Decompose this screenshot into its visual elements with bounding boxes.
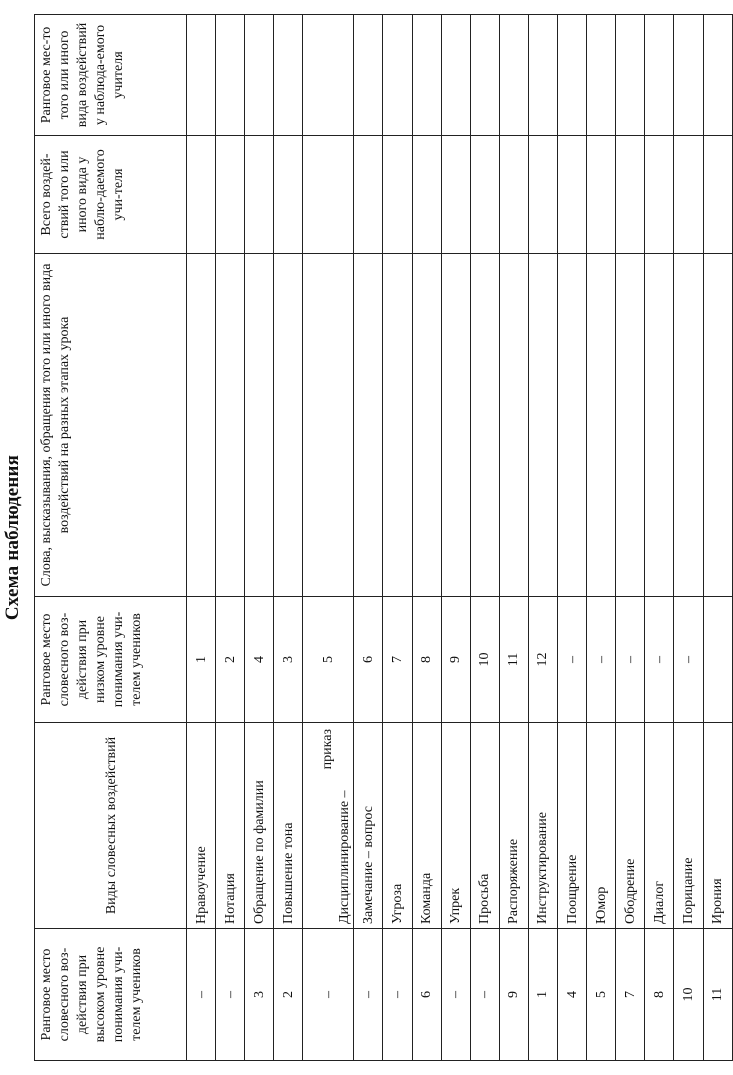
influence-type-cell bbox=[558, 723, 587, 929]
header-influence-type: Виды словесных воздействий bbox=[35, 723, 187, 929]
header-teacher-rank: Ранговое мес-то того или иного вида воздействий у наблюда-емого учителя bbox=[35, 15, 187, 136]
influence-type-label: Поощрение bbox=[564, 854, 580, 924]
utterances-cell bbox=[354, 254, 383, 597]
table-row bbox=[412, 15, 441, 1061]
influence-type-label: Просьба bbox=[477, 873, 493, 924]
influence-type-label: Повышение тона bbox=[280, 822, 296, 924]
influence-type-cell bbox=[187, 723, 216, 929]
influence-type-cell bbox=[528, 723, 557, 929]
influence-type-cell bbox=[470, 723, 499, 929]
total-cell bbox=[645, 136, 674, 254]
influence-type-cell bbox=[354, 723, 383, 929]
table-row bbox=[674, 15, 703, 1061]
observation-table bbox=[34, 14, 733, 1061]
high-rank-cell: – bbox=[383, 929, 412, 1061]
high-rank-cell: 3 bbox=[245, 929, 274, 1061]
teacher-rank-cell bbox=[245, 15, 274, 136]
utterances-cell bbox=[441, 254, 470, 597]
low-rank-cell: – bbox=[645, 597, 674, 723]
utterances-cell bbox=[303, 254, 354, 597]
teacher-rank-cell bbox=[383, 15, 412, 136]
high-rank-cell: 7 bbox=[616, 929, 645, 1061]
influence-type-cell bbox=[587, 723, 616, 929]
low-rank-cell: 6 bbox=[354, 597, 383, 723]
teacher-rank-cell bbox=[303, 15, 354, 136]
table-row bbox=[383, 15, 412, 1061]
influence-type-label: Диалог bbox=[651, 880, 667, 924]
high-rank-cell: 6 bbox=[412, 929, 441, 1061]
teacher-rank-cell bbox=[187, 15, 216, 136]
teacher-rank-cell bbox=[587, 15, 616, 136]
low-rank-cell: – bbox=[616, 597, 645, 723]
teacher-rank-cell bbox=[274, 15, 303, 136]
total-cell bbox=[587, 136, 616, 254]
header-low-rank: Ранговое место словесного воз-действия при низком уровне понимания учи-телем учеников bbox=[35, 597, 187, 723]
utterances-cell bbox=[703, 254, 732, 597]
low-rank-cell bbox=[703, 597, 732, 723]
influence-type-cell bbox=[441, 723, 470, 929]
utterances-cell bbox=[558, 254, 587, 597]
influence-type-label: Дисциплинирование – bbox=[337, 790, 353, 924]
high-rank-cell: 1 bbox=[528, 929, 557, 1061]
total-cell bbox=[470, 136, 499, 254]
high-rank-cell: – bbox=[354, 929, 383, 1061]
high-rank-cell: 4 bbox=[558, 929, 587, 1061]
table-row bbox=[528, 15, 557, 1061]
table-row bbox=[245, 15, 274, 1061]
influence-type-continuation: приказ bbox=[320, 729, 336, 770]
influence-type-cell bbox=[216, 723, 245, 929]
high-rank-cell: – bbox=[216, 929, 245, 1061]
low-rank-cell: 1 bbox=[187, 597, 216, 723]
high-rank-cell: – bbox=[187, 929, 216, 1061]
total-cell bbox=[274, 136, 303, 254]
total-cell bbox=[383, 136, 412, 254]
high-rank-cell: – bbox=[303, 929, 354, 1061]
utterances-cell bbox=[645, 254, 674, 597]
header-high-rank: Ранговое место словесного воз-действия при высоком уровне понимания учи-телем учеников bbox=[35, 929, 187, 1061]
low-rank-cell: 10 bbox=[470, 597, 499, 723]
utterances-cell bbox=[470, 254, 499, 597]
total-cell bbox=[412, 136, 441, 254]
teacher-rank-cell bbox=[703, 15, 732, 136]
total-cell bbox=[354, 136, 383, 254]
total-cell bbox=[703, 136, 732, 254]
header-utterances: Слова, высказывания, обращения того или иного вида воздействий на разных этапах урока bbox=[35, 254, 187, 597]
low-rank-cell: 3 bbox=[274, 597, 303, 723]
table-body bbox=[187, 15, 733, 1061]
low-rank-cell: 12 bbox=[528, 597, 557, 723]
total-cell bbox=[441, 136, 470, 254]
utterances-cell bbox=[587, 254, 616, 597]
influence-type-label: Упрек bbox=[448, 887, 464, 924]
influence-type-label: Нотация bbox=[222, 873, 238, 924]
low-rank-cell: – bbox=[674, 597, 703, 723]
low-rank-cell: – bbox=[587, 597, 616, 723]
total-cell bbox=[674, 136, 703, 254]
total-cell bbox=[499, 136, 528, 254]
total-cell bbox=[558, 136, 587, 254]
utterances-cell bbox=[674, 254, 703, 597]
table-row bbox=[499, 15, 528, 1061]
influence-type-label: Ободрение bbox=[622, 858, 638, 924]
influence-type-cell bbox=[499, 723, 528, 929]
influence-type-cell bbox=[383, 723, 412, 929]
teacher-rank-cell bbox=[412, 15, 441, 136]
table-row bbox=[470, 15, 499, 1061]
utterances-cell bbox=[616, 254, 645, 597]
influence-type-label: Юмор bbox=[593, 886, 609, 924]
influence-type-cell bbox=[303, 723, 354, 929]
total-cell bbox=[616, 136, 645, 254]
total-cell bbox=[187, 136, 216, 254]
influence-type-label: Замечание – вопрос bbox=[360, 806, 376, 924]
influence-type-label: Ирония bbox=[710, 878, 726, 924]
header-total: Всего воздей-ствий того или иного вида у наблю-даемого учи-теля bbox=[35, 136, 187, 254]
teacher-rank-cell bbox=[216, 15, 245, 136]
high-rank-cell: 8 bbox=[645, 929, 674, 1061]
teacher-rank-cell bbox=[558, 15, 587, 136]
table-row bbox=[703, 15, 732, 1061]
page-title: Схема наблюдения bbox=[2, 454, 23, 621]
total-cell bbox=[245, 136, 274, 254]
table-row bbox=[645, 15, 674, 1061]
influence-type-label: Инструктирование bbox=[535, 812, 551, 924]
utterances-cell bbox=[499, 254, 528, 597]
teacher-rank-cell bbox=[354, 15, 383, 136]
utterances-cell bbox=[528, 254, 557, 597]
low-rank-cell: 2 bbox=[216, 597, 245, 723]
low-rank-cell: 7 bbox=[383, 597, 412, 723]
high-rank-cell: 2 bbox=[274, 929, 303, 1061]
high-rank-cell: – bbox=[470, 929, 499, 1061]
influence-type-cell bbox=[412, 723, 441, 929]
influence-type-label: Порицание bbox=[680, 857, 696, 924]
influence-type-cell bbox=[616, 723, 645, 929]
influence-type-label: Нравоучение bbox=[193, 846, 209, 924]
influence-type-cell bbox=[274, 723, 303, 929]
table-row bbox=[354, 15, 383, 1061]
influence-type-cell bbox=[674, 723, 703, 929]
teacher-rank-cell bbox=[616, 15, 645, 136]
total-cell bbox=[216, 136, 245, 254]
teacher-rank-cell bbox=[441, 15, 470, 136]
high-rank-cell: 10 bbox=[674, 929, 703, 1061]
total-cell bbox=[303, 136, 354, 254]
table-row bbox=[303, 15, 354, 1061]
utterances-cell bbox=[245, 254, 274, 597]
teacher-rank-cell bbox=[674, 15, 703, 136]
total-cell bbox=[528, 136, 557, 254]
low-rank-cell: 4 bbox=[245, 597, 274, 723]
table-row bbox=[558, 15, 587, 1061]
table-row bbox=[441, 15, 470, 1061]
table-row bbox=[216, 15, 245, 1061]
table-row bbox=[587, 15, 616, 1061]
utterances-cell bbox=[412, 254, 441, 597]
header-row bbox=[35, 15, 187, 1061]
low-rank-cell: 8 bbox=[412, 597, 441, 723]
teacher-rank-cell bbox=[528, 15, 557, 136]
low-rank-cell: 11 bbox=[499, 597, 528, 723]
teacher-rank-cell bbox=[470, 15, 499, 136]
teacher-rank-cell bbox=[499, 15, 528, 136]
high-rank-cell: 9 bbox=[499, 929, 528, 1061]
high-rank-cell: 11 bbox=[703, 929, 732, 1061]
table-row bbox=[274, 15, 303, 1061]
low-rank-cell: – bbox=[558, 597, 587, 723]
influence-type-label: Угроза bbox=[390, 883, 406, 924]
table-row bbox=[187, 15, 216, 1061]
utterances-cell bbox=[383, 254, 412, 597]
influence-type-label: Распоряжение bbox=[506, 838, 522, 924]
influence-type-label: Команда bbox=[419, 872, 435, 924]
influence-type-label: Обращение по фамилии bbox=[251, 780, 267, 924]
utterances-cell bbox=[274, 254, 303, 597]
influence-type-cell bbox=[645, 723, 674, 929]
table-row bbox=[616, 15, 645, 1061]
influence-type-cell bbox=[703, 723, 732, 929]
utterances-cell bbox=[216, 254, 245, 597]
influence-type-cell bbox=[245, 723, 274, 929]
high-rank-cell: 5 bbox=[587, 929, 616, 1061]
teacher-rank-cell bbox=[645, 15, 674, 136]
low-rank-cell: 5 bbox=[303, 597, 354, 723]
high-rank-cell: – bbox=[441, 929, 470, 1061]
utterances-cell bbox=[187, 254, 216, 597]
low-rank-cell: 9 bbox=[441, 597, 470, 723]
